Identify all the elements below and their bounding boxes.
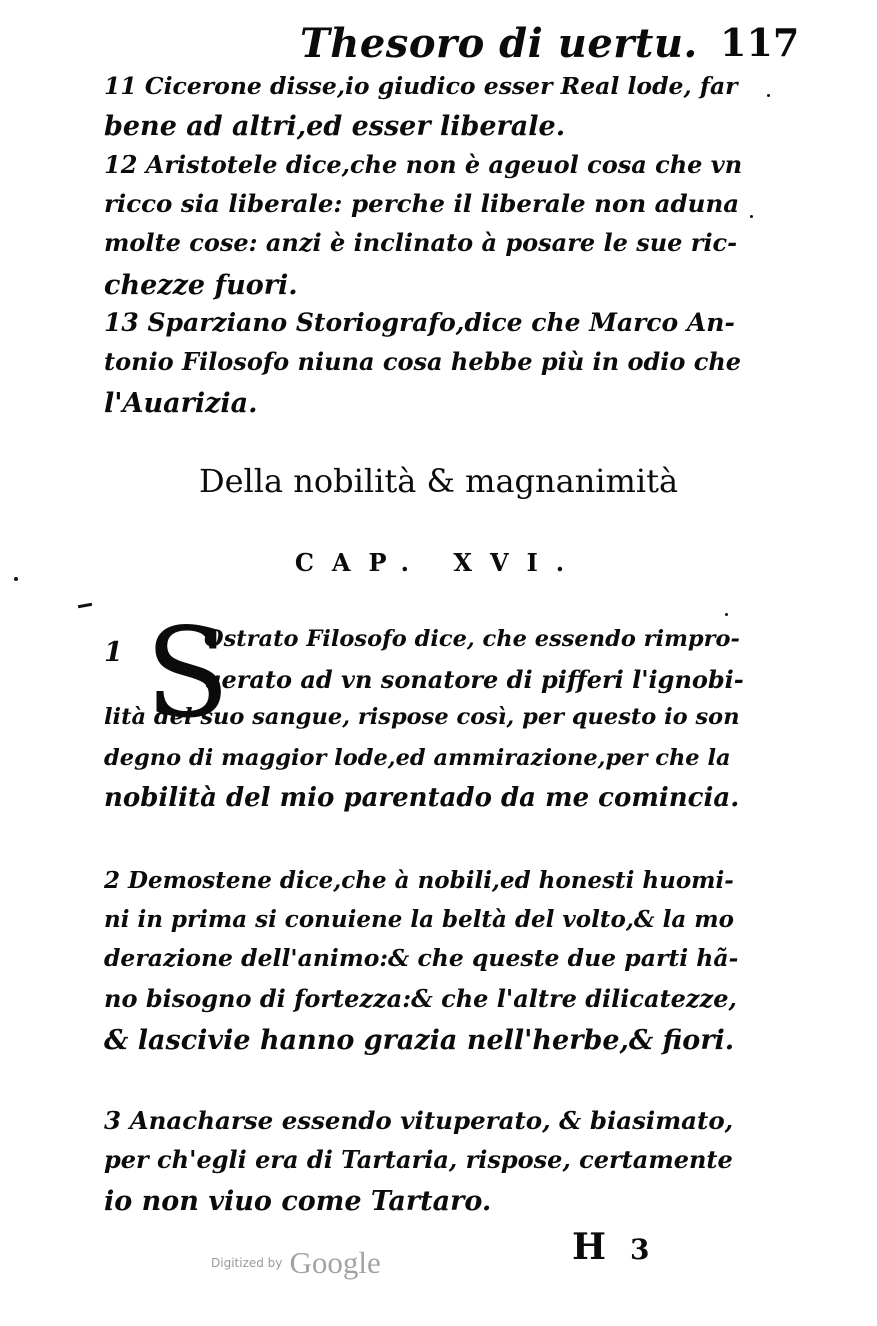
running-title: Thesoro di uertu. — [300, 20, 698, 67]
text-line: Ostrato Filosofo dice, che essendo rimpro- — [204, 626, 740, 652]
drop-cap: S — [145, 602, 230, 746]
text-line: chezze fuori. — [104, 270, 298, 301]
scan-mark — [78, 603, 92, 608]
page-number: 117 — [720, 20, 800, 65]
text-line: tonio Filosofo niuna cosa hebbe più in odio che — [104, 347, 742, 376]
paragraph-number: 1 — [104, 637, 123, 668]
signature-letter: H — [572, 1226, 607, 1268]
text-line: io non viuo come Tartaro. — [104, 1186, 492, 1217]
google-logo: Google — [289, 1245, 381, 1280]
text-line: bene ad altri,ed esser liberale. — [104, 111, 566, 142]
text-line: no bisogno di fortezza:& che l'altre dilicatezze, — [104, 984, 737, 1013]
text-line: 2 Demostene dice,che à nobili,ed honesti huomi- — [104, 867, 734, 894]
watermark-text: Digitized by — [211, 1256, 283, 1270]
page-header — [290, 14, 800, 74]
text-line: per ch'egli era di Tartaria, rispose, certamente — [104, 1145, 733, 1174]
text-line: 13 Sparziano Storiografo,dice che Marco An- — [104, 308, 735, 337]
text-line: molte cose: anzi è inclinato à posare le sue ric- — [104, 228, 738, 257]
text-line: degno di maggior lode,ed ammirazione,per che la — [104, 745, 731, 771]
text-line: lità del suo sangue, rispose così, per questo io son — [104, 704, 740, 730]
signature-mark — [572, 1226, 650, 1268]
scan-speck — [750, 215, 753, 218]
section-title: Della nobilità & magnanimità — [198, 462, 679, 500]
scan-speck — [14, 577, 18, 581]
signature-number: 3 — [630, 1233, 650, 1266]
text-line: & lascivie hanno grazia nell'herbe,& fiori. — [104, 1025, 735, 1056]
text-line: 11 Cicerone disse,io giudico esser Real lode, far — [104, 72, 738, 100]
digitized-watermark — [211, 1245, 381, 1281]
text-line: 12 Aristotele dice,che non è ageuol cosa che vn — [104, 150, 743, 179]
text-line: nobilità del mio parentado da me comincia. — [104, 783, 740, 813]
text-line: uerato ad vn sonatore di pifferi l'ignobi- — [204, 665, 744, 694]
text-line: ricco sia liberale: perche il liberale non aduna — [104, 189, 740, 218]
scan-speck — [767, 94, 770, 97]
text-line: derazione dell'animo:& che queste due parti hã- — [104, 944, 739, 972]
text-line: l'Auarizia. — [104, 388, 258, 419]
scan-speck — [725, 613, 728, 616]
chapter-heading: CAP. XVI. — [294, 548, 583, 577]
text-line: 3 Anacharse essendo vituperato, & biasimato, — [104, 1106, 734, 1135]
text-line: ni in prima si conuiene la beltà del volto,& la mo — [104, 906, 734, 933]
